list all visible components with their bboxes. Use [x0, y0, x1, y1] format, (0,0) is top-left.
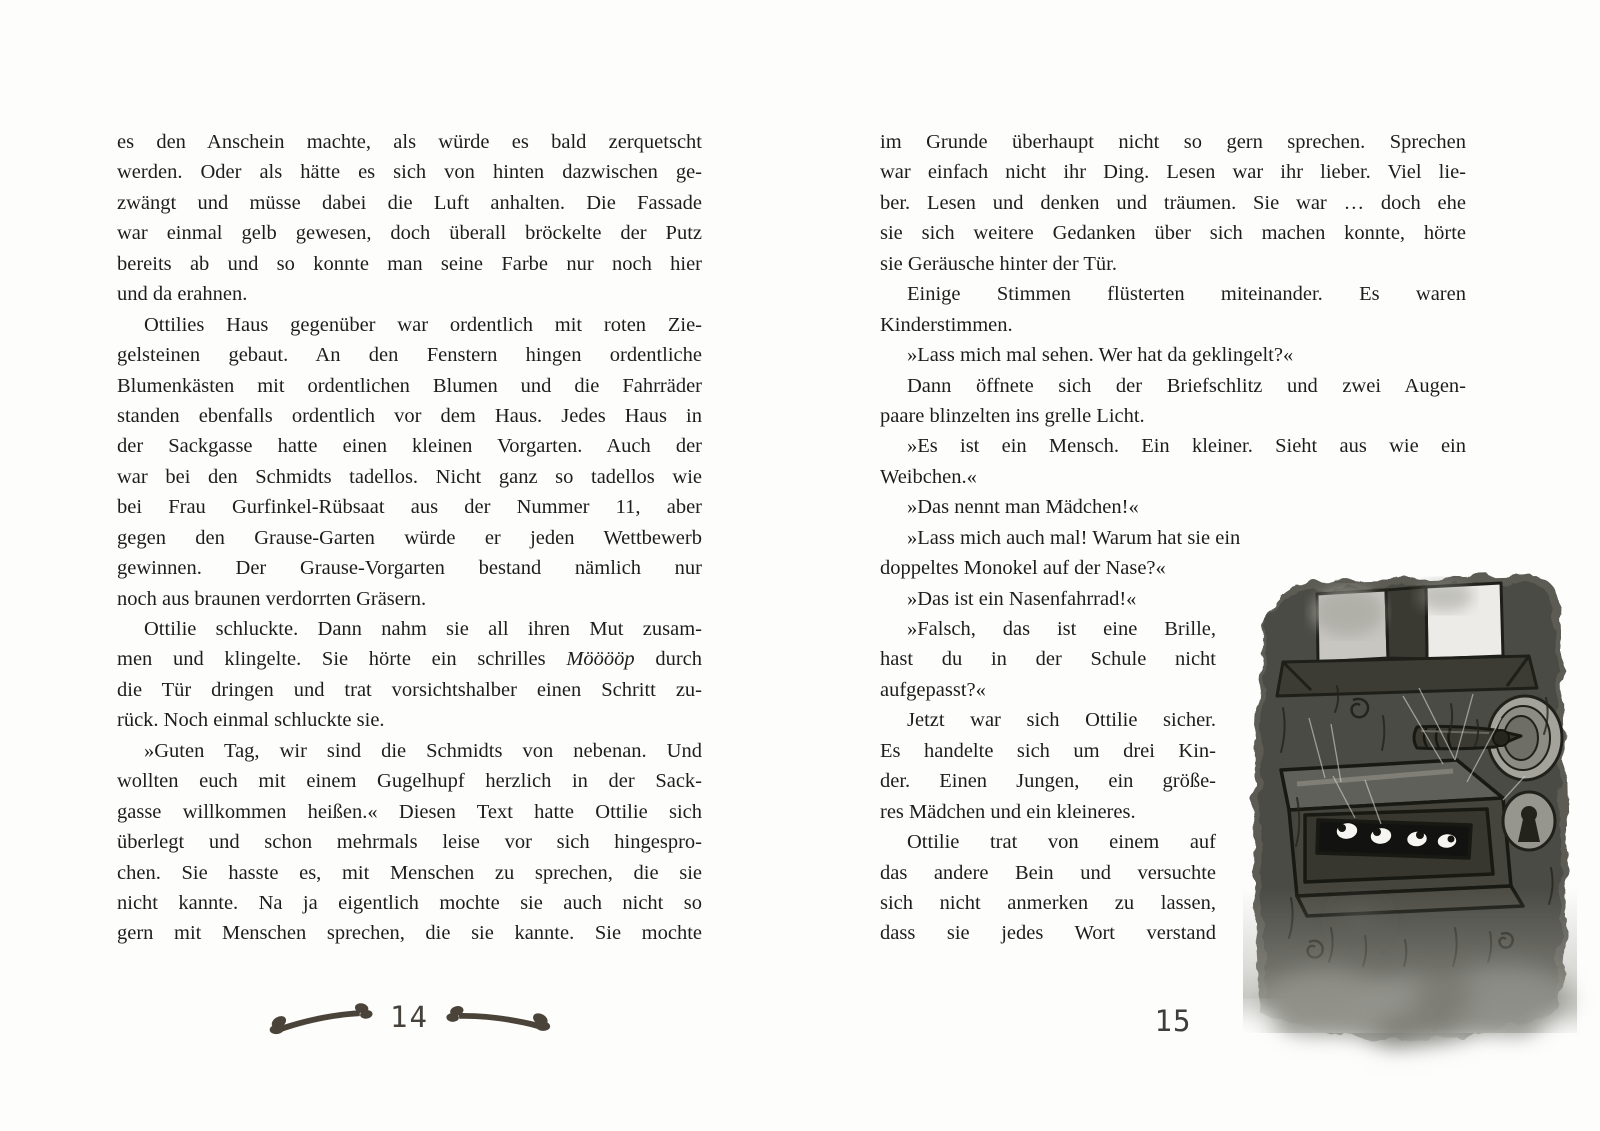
text-line: gewinnen. Der Grause-Vorgarten bestand nämlich nur [117, 557, 702, 580]
text-line: zwängt und müsse dabei die Luft anhalten. Die Fassade [117, 191, 702, 214]
page-15-footer [880, 1004, 1466, 1038]
text-line: war bei den Schmidts tadellos. Nicht ganz so tadellos wie [117, 465, 702, 488]
text-line: sie sich weitere Gedanken über sich machen konnte, hörte [880, 222, 1466, 245]
text-line: ber. Lesen und denken und träumen. Sie war … doch ehe [880, 191, 1466, 214]
text-line: Einige Stimmen flüsterten miteinander. Es waren [907, 283, 1466, 306]
text-line: Ottilie trat von einem auf [907, 831, 1216, 854]
text-line: men und klingelte. Sie hörte ein schrilles Mööööp durch [117, 648, 702, 671]
text-line: doppeltes Monokel auf der Nase?« [880, 557, 1166, 580]
text-line: es den Anschein machte, als würde es bald zerquetscht [117, 131, 702, 153]
text-line: der Sackgasse hatte einen kleinen Vorgarten. Auch der [117, 435, 702, 458]
text-line: dass sie jedes Wort verstand [880, 922, 1216, 945]
text-line: standen ebenfalls ordentlich vor dem Haus. Jedes Haus in [117, 404, 702, 427]
text-line: und da erahnen. [117, 283, 248, 306]
text-line: Blumenkästen mit ordentlichen Blumen und die Fahrräder [117, 374, 702, 397]
text-line: die Tür dringen und trat vorsichtshalber einen Schritt zu- [117, 678, 702, 701]
text-line: chen. Sie hasste es, mit Menschen zu sprechen, die sie [117, 861, 702, 884]
bone-icon [444, 999, 551, 1035]
text-line: hast du in der Schule nicht [880, 648, 1216, 671]
page-14-footer [117, 1000, 702, 1034]
text-line: gasse willkommen heißen.« Diesen Text hatte Ottilie sich [117, 800, 702, 823]
text-line: Ottilies Haus gegenüber war ordentlich mit roten Zie- [144, 313, 702, 336]
text-line: überlegt und schon mehrmals leise vor sich hingespro- [117, 831, 702, 854]
text-line: »Lass mich mal sehen. Wer hat da geklingelt?« [907, 344, 1294, 367]
text-line: Weibchen.« [880, 465, 977, 488]
text-line: gelsteinen gebaut. An den Fenstern hingen ordentliche [117, 344, 702, 367]
text-line: »Das nennt man Mädchen!« [907, 496, 1139, 519]
page-number-right: 15 [1154, 1004, 1192, 1038]
text-line: war einmal gelb gewesen, doch überall bröckelte der Putz [117, 222, 702, 245]
text-line: Dann öffnete sich der Briefschlitz und zwei Augen- [907, 374, 1466, 397]
text-line: »Lass mich auch mal! Warum hat sie ein [907, 526, 1241, 549]
text-line: res Mädchen und ein kleineres. [880, 800, 1136, 823]
page-number-left: 14 [390, 1000, 429, 1034]
text-line: bereits ab und so konnte man seine Farbe nur noch hier [117, 252, 702, 275]
text-line: aufgepasst?« [880, 678, 986, 701]
text-line: gern mit Menschen sprechen, die sie kannte. Sie mochte [117, 922, 702, 945]
text-line: sie Geräusche hinter der Tür. [880, 252, 1117, 275]
text-line: Es handelte sich um drei Kin- [880, 739, 1216, 762]
text-line: gegen den Grause-Garten würde er jeden Wettbewerb [117, 526, 702, 549]
text-line: der. Einen Jungen, ein größe- [880, 770, 1216, 793]
text-line: paare blinzelten ins grelle Licht. [880, 404, 1145, 427]
text-line: rück. Noch einmal schluckte sie. [117, 709, 385, 732]
text-line: »Es ist ein Mensch. Ein kleiner. Sieht aus wie ein [907, 435, 1466, 458]
text-line: »Das ist ein Nasenfahrrad!« [907, 587, 1137, 610]
text-line: Ottilie schluckte. Dann nahm sie all ihren Mut zusam- [144, 618, 702, 640]
page-14-text [117, 127, 702, 949]
text-line: das andere Bein und versuchte [880, 861, 1216, 884]
text-line: sich nicht anmerken zu lassen, [880, 891, 1216, 914]
text-line: »Guten Tag, wir sind die Schmidts von nebenan. Und [144, 739, 702, 762]
text-line: »Falsch, das ist eine Brille, [907, 618, 1216, 640]
text-line: wollten euch mit einem Gugelhupf herzlich in der Sack- [117, 770, 702, 793]
door-illustration [1205, 568, 1595, 1075]
text-line: Jetzt war sich Ottilie sicher. [907, 709, 1216, 732]
bone-icon [267, 996, 376, 1039]
text-line: Kinderstimmen. [880, 313, 1013, 336]
text-line: nicht kannte. Na ja eigentlich mochte sie auch nicht so [117, 891, 702, 914]
text-line: bei Frau Gurfinkel-Rübsaat aus der Nummer 11, aber [117, 496, 702, 519]
text-line: werden. Oder als hätte es sich von hinten dazwischen ge- [117, 161, 702, 184]
text-line: noch aus braunen verdorrten Gräsern. [117, 587, 427, 610]
text-line: war einfach nicht ihr Ding. Lesen war ihr lieber. Viel lie- [880, 161, 1466, 184]
text-line: im Grunde überhaupt nicht so gern sprechen. Sprechen [880, 131, 1466, 153]
